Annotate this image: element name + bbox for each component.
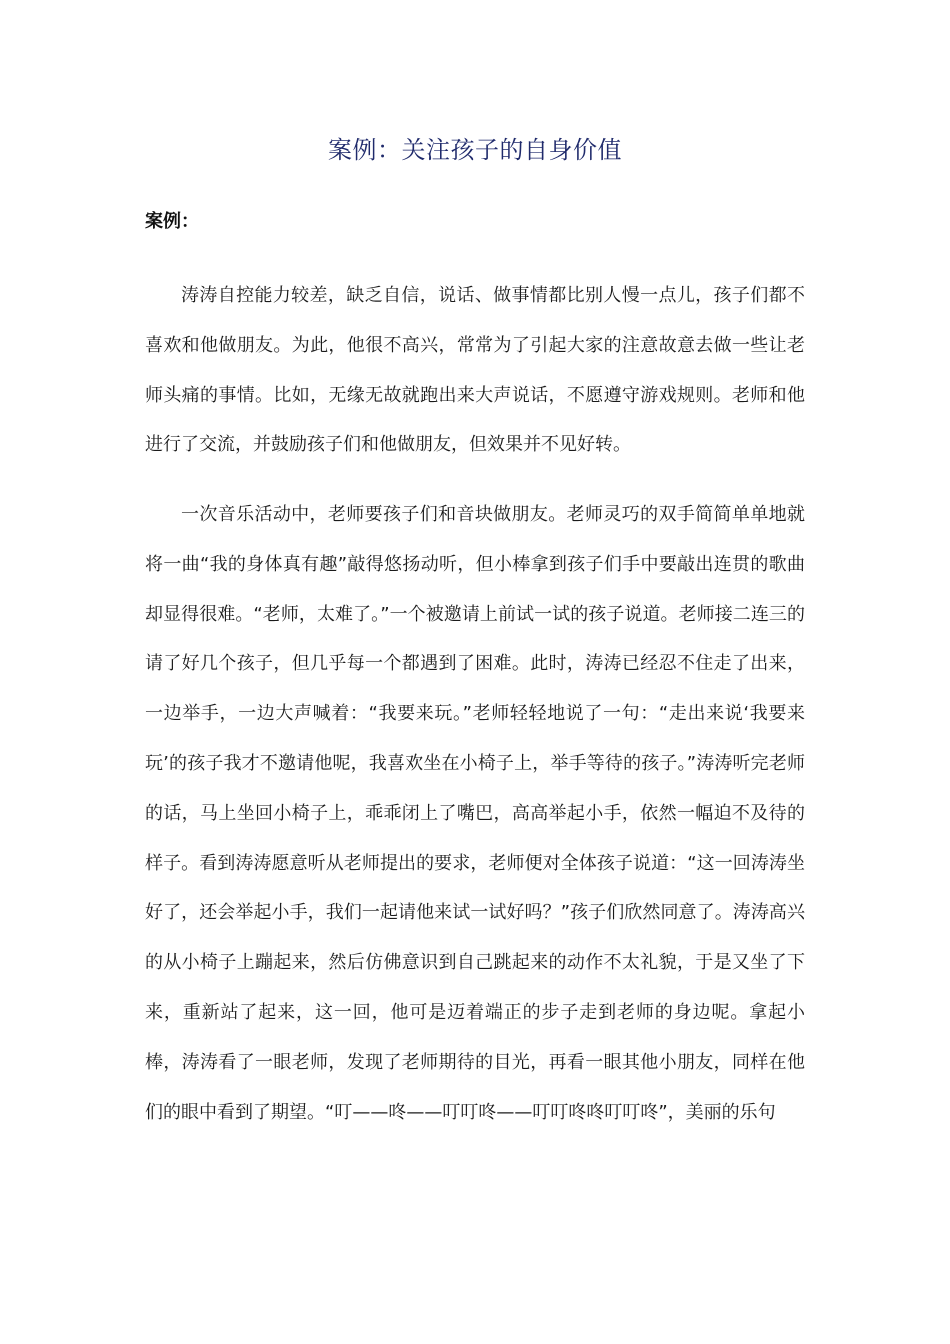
document-title: 案例：关注孩子的自身价值 [328, 136, 622, 164]
body-paragraph-1: 涛涛自控能力较差，缺乏自信，说话、做事情都比别人慢一点儿，孩子们都不喜欢和他做朋友。为此，他很不高兴，常常为了引起大家的注意故意去做一些让老师头痛的事情。比如，无缘无故就跑出来大声说话，不愿遵守游戏规则。老师和他进行了交流，并鼓励孩子们和他做朋友，但效果并不见好转。 [145, 285, 805, 456]
section-label: 案例： [145, 211, 199, 232]
body-paragraph-2: 一次音乐活动中，老师要孩子们和音块做朋友。老师灵巧的双手简简单单地就将一曲“我的身体真有趣”敲得悠扬动听，但小棒拿到孩子们手中要敲出连贯的歌曲却显得很难。“老师，太难了。”一个被邀请上前试一试的孩子说道。老师接二连三的请了好几个孩子，但几乎每一个都遇到了困难。此时，涛涛已经忍不住走了出来，一边举手，一边大声喊着：“我要来玩。”老师轻轻地说了一句：“走出来说‘我要来玩’的孩子我才不邀请他呢，我喜欢坐在小椅子上，举手等待的孩子。”涛涛听完老师的话，马上坐回小椅子上，乖乖闭上了嘴巴，高高举起小手，依然一幅迫不及待的样子。看到涛涛愿意听从老师提出的要求，老师便对全体孩子说道：“这一回涛涛坐好了，还会举起小手，我们一起请他来试一试好吗？”孩子们欣然同意了。涛涛高兴的从小椅子上蹦起来，然后仿佛意识到自己跳起来的动作不太礼貌，于是又坐了下来，重新站了起来，这一回，他可是迈着端正的步子走到老师的身边呢。拿起小棒，涛涛看了一眼老师，发现了老师期待的目光，再看一眼其他小朋友，同样在他们的眼中看到了期望。“叮——咚——叮叮咚——叮叮咚咚叮叮咚”，美丽的乐句 [145, 504, 805, 1123]
